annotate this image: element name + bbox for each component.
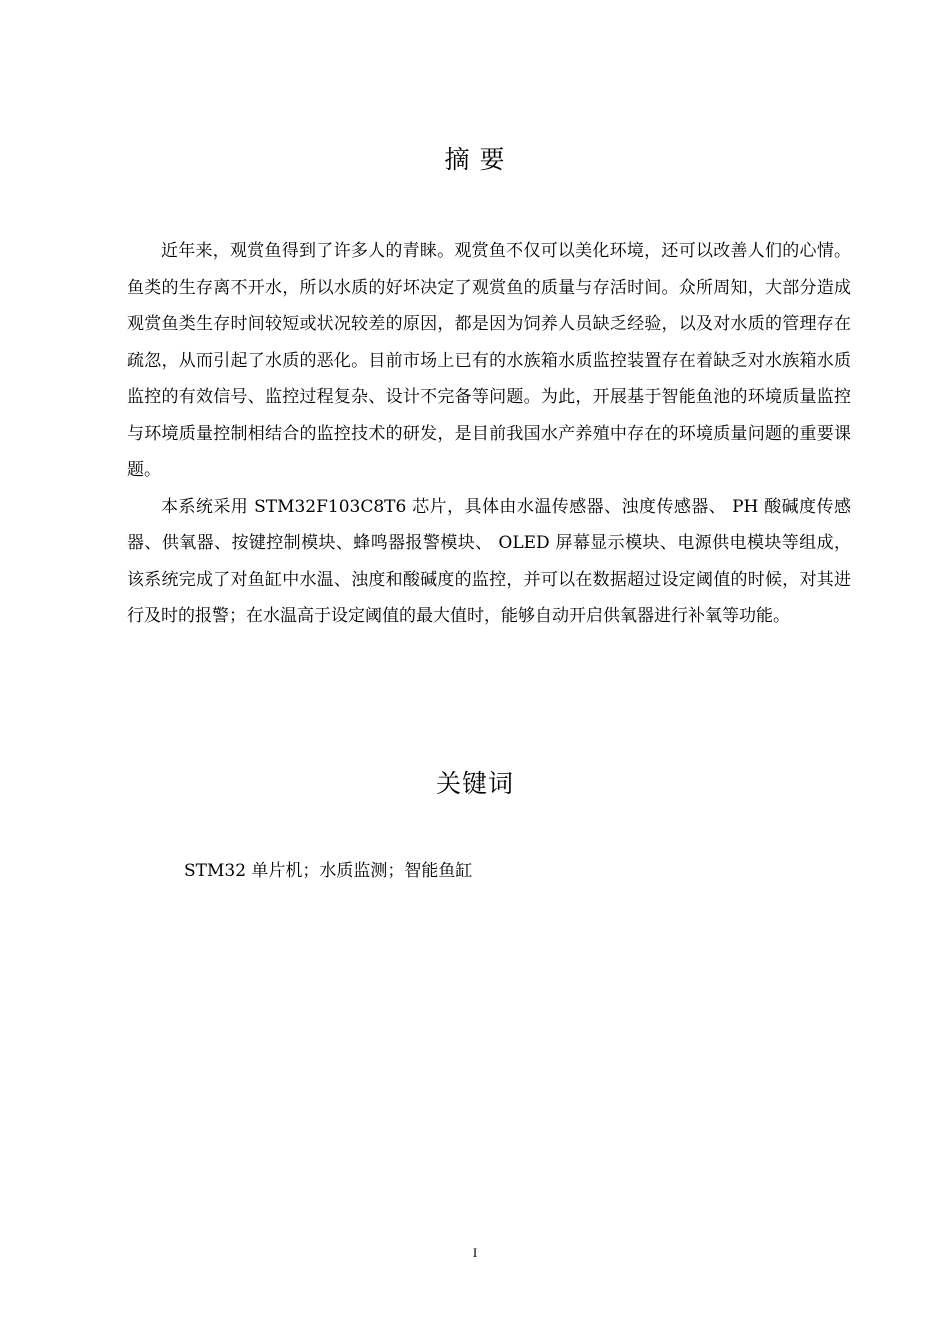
keywords-list: STM32 单片机；水质监测；智能鱼缸 xyxy=(184,861,473,881)
page-number: I xyxy=(472,1245,478,1260)
abstract-paragraph-1: 近年来，观赏鱼得到了许多人的青睐。观赏鱼不仅可以美化环境，还可以改善人们的心情。鱼类的生存离不开水，所以水质的好坏决定了观赏鱼的质量与存活时间。众所周知，大部分造成观赏鱼类生存时间较短或状况较差的原因，都是因为饲养人员缺乏经验，以及对水质的管理存在疏忽，从而引起了水质的恶化。目前市场上已有的水族箱水质监控装置存在着缺乏对水族箱水质监控的有效信号、监控过程复杂、设计不完备等问题。为此，开展基于智能鱼池的环境质量监控与环境质量控制相结合的监控技术的研发，是目前我国水产养殖中存在的环境质量问题的重要课题。 xyxy=(127,241,851,480)
keywords-heading: 关键词 xyxy=(435,769,514,798)
abstract-paragraph-2: 本系统采用 STM32F103C8T6 芯片，具体由水温传感器、浊度传感器、 PH 酸碱度传感器、供氧器、按键控制模块、蜂鸣器报警模块、 OLED 屏幕显示模块、电源供电模块等组成，该系统完成了对鱼缸中水温、浊度和酸碱度的监控，并可以在数据超过设定阈值的时候，对其进行及时的报警；在水温高于设定阈值的最大值时，能够自动开启供氧器进行补氧等功能。 xyxy=(127,496,851,626)
abstract-heading: 摘 要 xyxy=(444,145,506,174)
abstract-body xyxy=(127,233,851,635)
